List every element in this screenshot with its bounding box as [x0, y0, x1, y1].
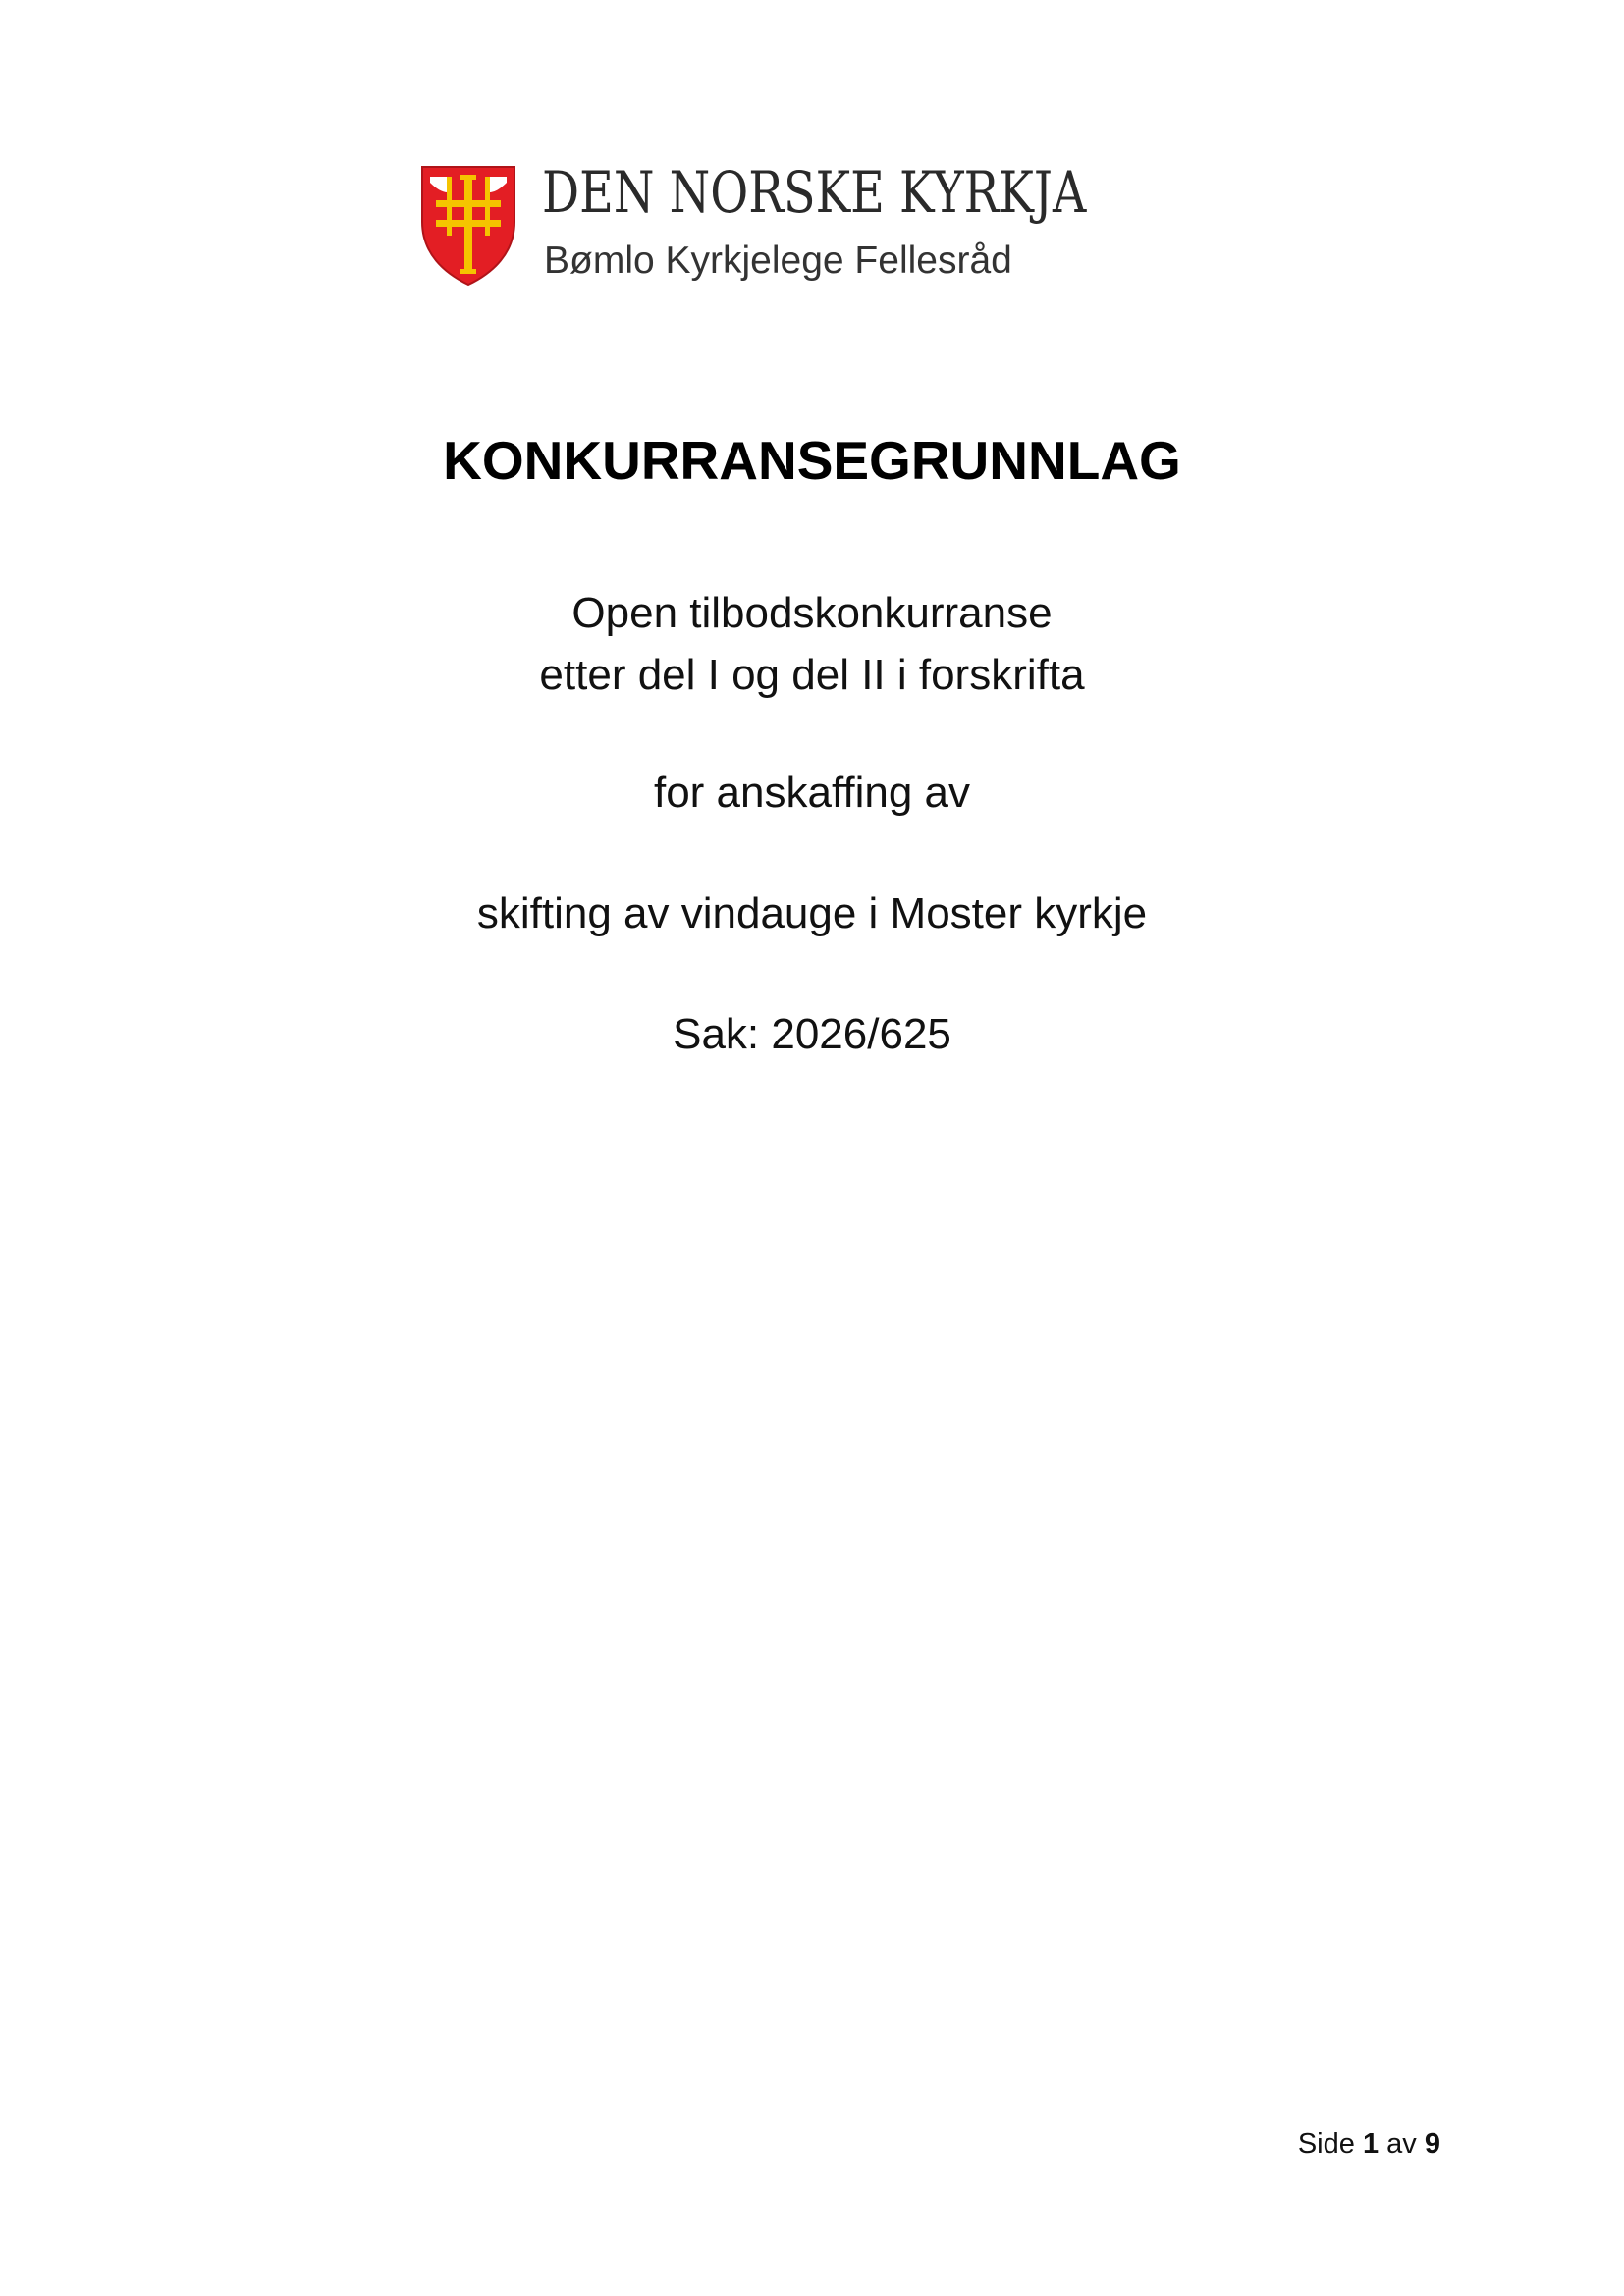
subject-line: skifting av vindauge i Moster kyrkje	[476, 889, 1148, 937]
page-number	[1298, 2126, 1440, 2162]
total-pages: 9	[1424, 2128, 1440, 2160]
case-number: Sak: 2026/625	[673, 1010, 951, 1058]
procedure-line-1: Open tilbodskonkurranse	[571, 589, 1053, 637]
procedure-line-2: etter del I og del II i forskrifta	[539, 651, 1085, 699]
organization-name: DEN NORSKE KYRKJA	[542, 159, 1087, 226]
page-separator: av	[1386, 2128, 1417, 2160]
church-shield-icon	[418, 163, 518, 289]
organization-logo	[418, 159, 1164, 291]
current-page: 1	[1362, 2128, 1380, 2160]
document-title: KONKURRANSEGRUNNLAG	[443, 430, 1181, 491]
purpose-line: for anskaffing av	[653, 769, 971, 817]
page-prefix: Side	[1297, 2128, 1355, 2160]
organization-subtitle: Bømlo Kyrkjelege Fellesråd	[544, 240, 1012, 282]
